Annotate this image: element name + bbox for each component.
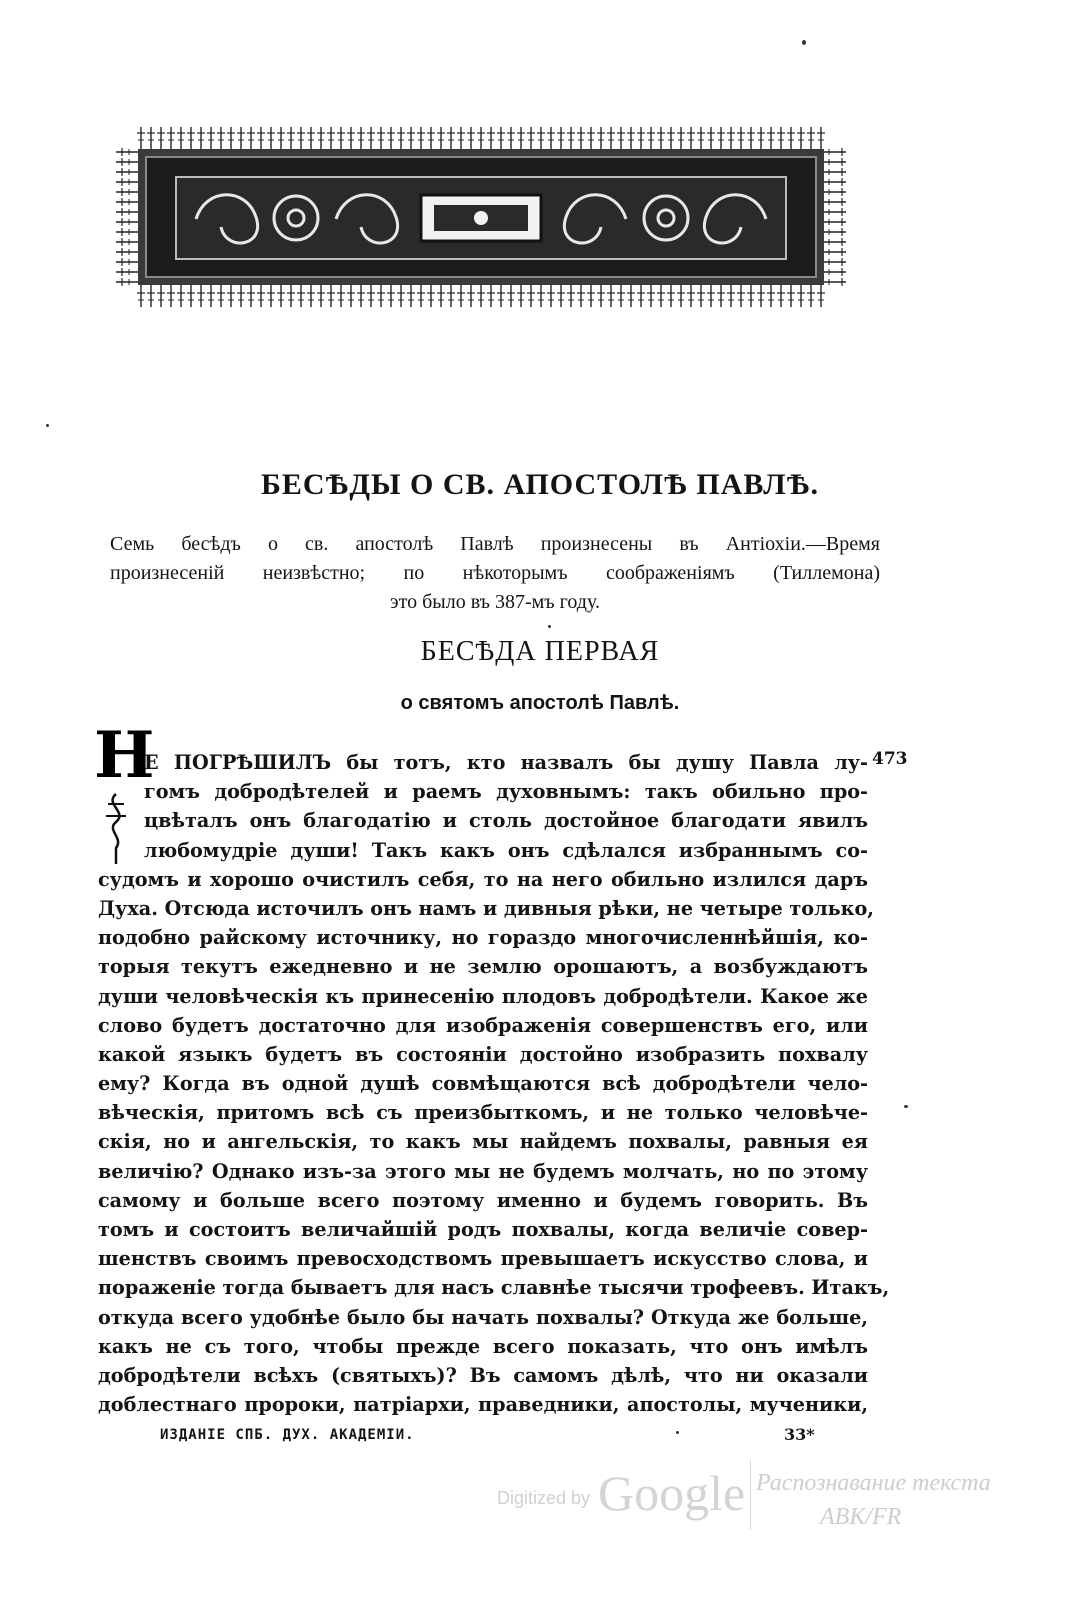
- body-line: доблестнаго пророки, патріархи, праведники, апостолы, мученики,: [98, 1393, 868, 1417]
- signature-mark: 33*: [784, 1425, 815, 1444]
- section-heading: БЕСѢДА ПЕРВАЯ: [420, 636, 660, 667]
- body-line: вѣческія, притомъ всѣ съ преизбыткомъ, и не только человѣче-: [98, 1101, 868, 1125]
- body-line: гомъ добродѣтелей и раемъ духовнымъ: такъ обильно про-: [144, 780, 868, 804]
- publisher-footer: ИЗДАНІЕ СПБ. ДУХ. АКАДЕМІИ.: [160, 1427, 415, 1443]
- margin-page-number: 473: [872, 749, 908, 769]
- scan-speck: [46, 424, 49, 427]
- body-line: пораженіе тогда бываетъ для насъ славнѣе тысячи трофеевъ. Итакъ,: [98, 1276, 890, 1300]
- body-line: любомудріе души! Такъ какъ онъ сдѣлался избраннымъ со-: [144, 838, 868, 862]
- body-line: томъ и состоитъ величайшій родъ похвалы, когда величіе совер-: [98, 1218, 868, 1241]
- digitized-label: Digitized by: [497, 1488, 591, 1508]
- body-line: Духа. Отсюда источилъ онъ намъ и дивныя рѣки, не четыре только,: [98, 896, 874, 920]
- body-line: слово будетъ достаточно для изображенія совершенствъ его, или: [98, 1013, 868, 1037]
- section-subheading: о святомъ апостолѣ Павлѣ.: [400, 692, 680, 714]
- scan-speck: [802, 40, 806, 45]
- watermark-divider: [750, 1460, 751, 1530]
- ocr-credit-line1: Распознавание текста: [756, 1470, 991, 1496]
- page-title: БЕСѢДЫ О СВ. АПОСТОЛѢ ПАВЛѢ.: [261, 468, 819, 501]
- body-line: самому и больше всего поэтому именно и будемъ говорить. Въ: [98, 1188, 868, 1212]
- body-line: какъ не съ того, чтобы прежде всего показать, что онъ имѣлъ: [98, 1334, 868, 1358]
- ocr-credit-line2: ABK/FR: [820, 1504, 902, 1530]
- body-line: подобно райскому источнику, но гораздо многочисленнѣйшія, ко-: [98, 926, 868, 950]
- body-line: цвѣталъ онъ благодатію и столь достойное благодати явилъ: [144, 809, 868, 833]
- dropcap-letter: Н: [94, 718, 155, 793]
- scan-speck: [904, 1105, 908, 1108]
- body-line: ему? Когда въ одной душѣ совмѣщаются всѣ добродѣтели чело-: [98, 1072, 868, 1096]
- intro-line: это было въ 387-мъ году.: [390, 591, 600, 614]
- body-line: судомъ и хорошо очистилъ себя, то на него обильно излился даръ: [98, 867, 868, 891]
- body-line: торыя текутъ ежедневно и не землю орошаютъ, а возбуждаютъ: [98, 955, 868, 979]
- decorative-headpiece: [116, 127, 846, 307]
- scan-speck: [676, 1431, 679, 1434]
- body-line: величію? Однако изъ-за этого мы не будемъ молчать, но по этому: [98, 1159, 868, 1183]
- body-line: Е ПОГРѢШИЛЪ бы тотъ, кто назвалъ бы душу Павла лу-: [144, 751, 868, 774]
- body-line: какой языкъ будетъ въ состояніи достойно изобразить похвалу: [98, 1042, 868, 1066]
- intro-line: произнесеній неизвѣстно; по нѣкоторымъ соображеніямъ (Тиллемона): [110, 562, 880, 585]
- body-line: скія, но и ангельскія, то какъ мы найдемъ похвалы, равныя ея: [98, 1130, 868, 1154]
- body-line: откуда всего удобнѣе было бы начать похвалы? Откуда же больше,: [98, 1305, 868, 1329]
- body-line: шенствъ своимъ превосходствомъ превышаетъ искусство слова, и: [98, 1247, 868, 1271]
- intro-paragraph: [110, 531, 880, 615]
- body-line: добродѣтели всѣхъ (святыхъ)? Въ самомъ дѣлѣ, что ни оказали: [98, 1363, 868, 1387]
- google-watermark: Google: [598, 1465, 746, 1521]
- body-line: души человѣческія къ принесенію плодовъ добродѣтели. Какое же: [98, 984, 868, 1008]
- scan-speck: [548, 625, 551, 628]
- intro-line: Семь бесѣдъ о св. апостолѣ Павлѣ произнесены въ Антіохіи.—Время: [110, 533, 880, 555]
